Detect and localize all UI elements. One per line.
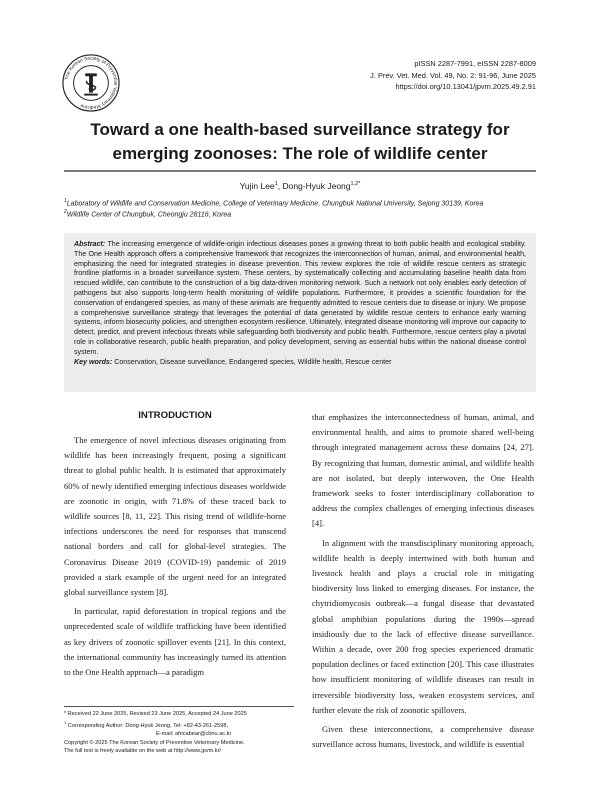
affiliation-item: $^2$Wildlife Center of Chungbuk, Cheongju 28116, Korea (64, 209, 232, 219)
paragraph: Given these interconnections, a comprehensive disease surveillance across humans, livestock, and wildlife is essential (312, 724, 534, 750)
author-sup: 1 (274, 181, 278, 188)
received-dates: * Received 22 June 2025, Revised 23 June 2025, Accepted 24 June 2025 (64, 711, 247, 717)
society-seal-logo (62, 54, 120, 112)
abstract-label: Abstract: (74, 240, 106, 248)
section-heading: INTRODUCTION (138, 410, 212, 421)
svg-text:The Korean Society of Preventi: The Korean Society of Preventive Veterinary Medicine (64, 56, 118, 110)
corresponding-author: $^1$ Corresponding Author: Dong-Hyuk Jeong, Tel: +82-43-261-2598, (64, 719, 228, 729)
author-name: Yujin Lee (239, 181, 275, 191)
title-line-1: Toward a one health-based surveillance strategy for (90, 120, 510, 139)
title-line-2: emerging zoonoses: The role of wildlife center (112, 144, 488, 163)
paragraph: In particular, rapid deforestation in tropical regions and the unprecedented scale of wildlife trafficking have been identified as key drivers of zoonotic spillover events [21]. In this context, the international community has increasingly turned its attention to the One Health approach—a paradigm (64, 606, 286, 678)
left-column (64, 410, 286, 680)
footnotes (64, 706, 294, 756)
paragraph: In alignment with the transdisciplinary monitoring approach, wildlife health is deeply intertwined with both human and livestock health and plays a crucial role in mitigating biodiversity loss linked to emerging diseases. For instance, the chytridiomycosis outbreak—a fungal disease that devastated global amphibian populations during the 1990s—spread insidiously due to the lack of effective disease surveillance. Within a decade, over 200 frog species experienced dramatic population declines or faced extinction [20]. This case illustrates how insufficient monitoring of wildlife diseases can result in irreversible biodiversity loss, weaken ecosystem services, and further elevate the risk of zoonotic spillovers. (312, 537, 534, 715)
right-column (312, 410, 534, 752)
author-separator: , (277, 181, 283, 191)
author-name: Dong-Hyuk Jeong (282, 181, 351, 191)
issn: pISSN 2287-7991, eISSN 2287-8009 (414, 59, 536, 68)
title-divider (64, 170, 536, 172)
abstract-text: Abstract: The increasing emergence of wildlife-origin infectious diseases poses a growing threat to both public health and ecological stability. The One Health approach offers a comprehensive framework that recognizes the interconnection of human, animal, and environmental health, emphasizing the need for integrated strategies in disease prevention. This review explores the role of wildlife rescue centers as strategic frontline platforms in a broader surveillance system. These centers, by systematically collecting and accumulating baseline health data from rescued wildlife, can contribute to the construction of a big data-driven monitoring network. Such a network not only enables early detection of pathogens but also supports long-term health monitoring of wildlife populations. Furthermore, it provides a scientific foundation for the conservation of endangered species, as many of these animals are frequently admitted to rescue centers due to disease or injury. We propose a comprehensive surveillance strategy that leverages the potential of data generated by wildlife rescue centers to enhance early warning systems, inform biosecurity policies, and strengthen ecosystem resilience. Ultimately, integrated disease monitoring will improve our capacity to detect, predict, and prevent infectious threats while safeguarding both biodiversity and public health. Furthermore, rescue centers play a pivotal role in collaborative research, public health preparation, and policy development, serving as essential hubs within the national disease control system. (74, 240, 527, 356)
keywords-label: Key words: (74, 357, 113, 366)
paragraph: that emphasizes the interconnectedness of human, animal, and environmental health, and aims to promote shared well-being through integrated management across these domains [24, 27]. By recognizing that human, domestic animal, and wildlife health are not isolated, but deeply interwoven, the One Health framework seeks to foster interdisciplinary collaboration to address the complex challenges of emerging infectious diseases [4]. (312, 412, 534, 529)
author-sup: 1,2* (350, 181, 361, 188)
availability: The full text is freely available on the web at http://www.jpvm.kr/ (64, 748, 222, 755)
doi-link[interactable]: https://doi.org/10.13041/jpvm.2025.49.2.91 (395, 82, 536, 91)
article-title (40, 118, 560, 166)
abstract-box (64, 233, 536, 392)
journal-meta (370, 58, 536, 93)
keywords: Key words: Conservation, Disease surveillance, Endangered species, Wildlife health, Rescue center (74, 357, 392, 366)
affiliation-item: $^1$Laboratory of Wildlife and Conservation Medicine, College of Veterinary Medicine, Chungbuk National University, Sejong 30139, Korea (64, 198, 484, 208)
author-list (0, 181, 600, 191)
affiliations (64, 197, 483, 220)
paragraph: The emergence of novel infectious diseases originating from wildlife has been increasingly frequent, posing a significant threat to global public health. It is estimated that approximately 60% of newly identified emerging infectious diseases worldwide are zoonotic in origin, with 71.8% of these traced back to wildlife sources [8, 11, 22]. This rising trend of wildlife-borne infections underscores the need for responses that transcend national borders and call for global-level strategies. The Coronavirus Disease 2019 (COVID-19) pandemic of 2019 provided a stark example of the urgent need for an integrated global surveillance system [8]. (64, 435, 286, 598)
citation: J. Prev. Vet. Med. Vol. 49, No. 2: 91-96, June 2025 (370, 70, 536, 80)
copyright: Copyright © 2025 The Korean Society of Preventive Veterinary Medicine. (64, 739, 245, 746)
email[interactable]: E-mail: africabear@cbnu.ac.kr (156, 731, 232, 738)
